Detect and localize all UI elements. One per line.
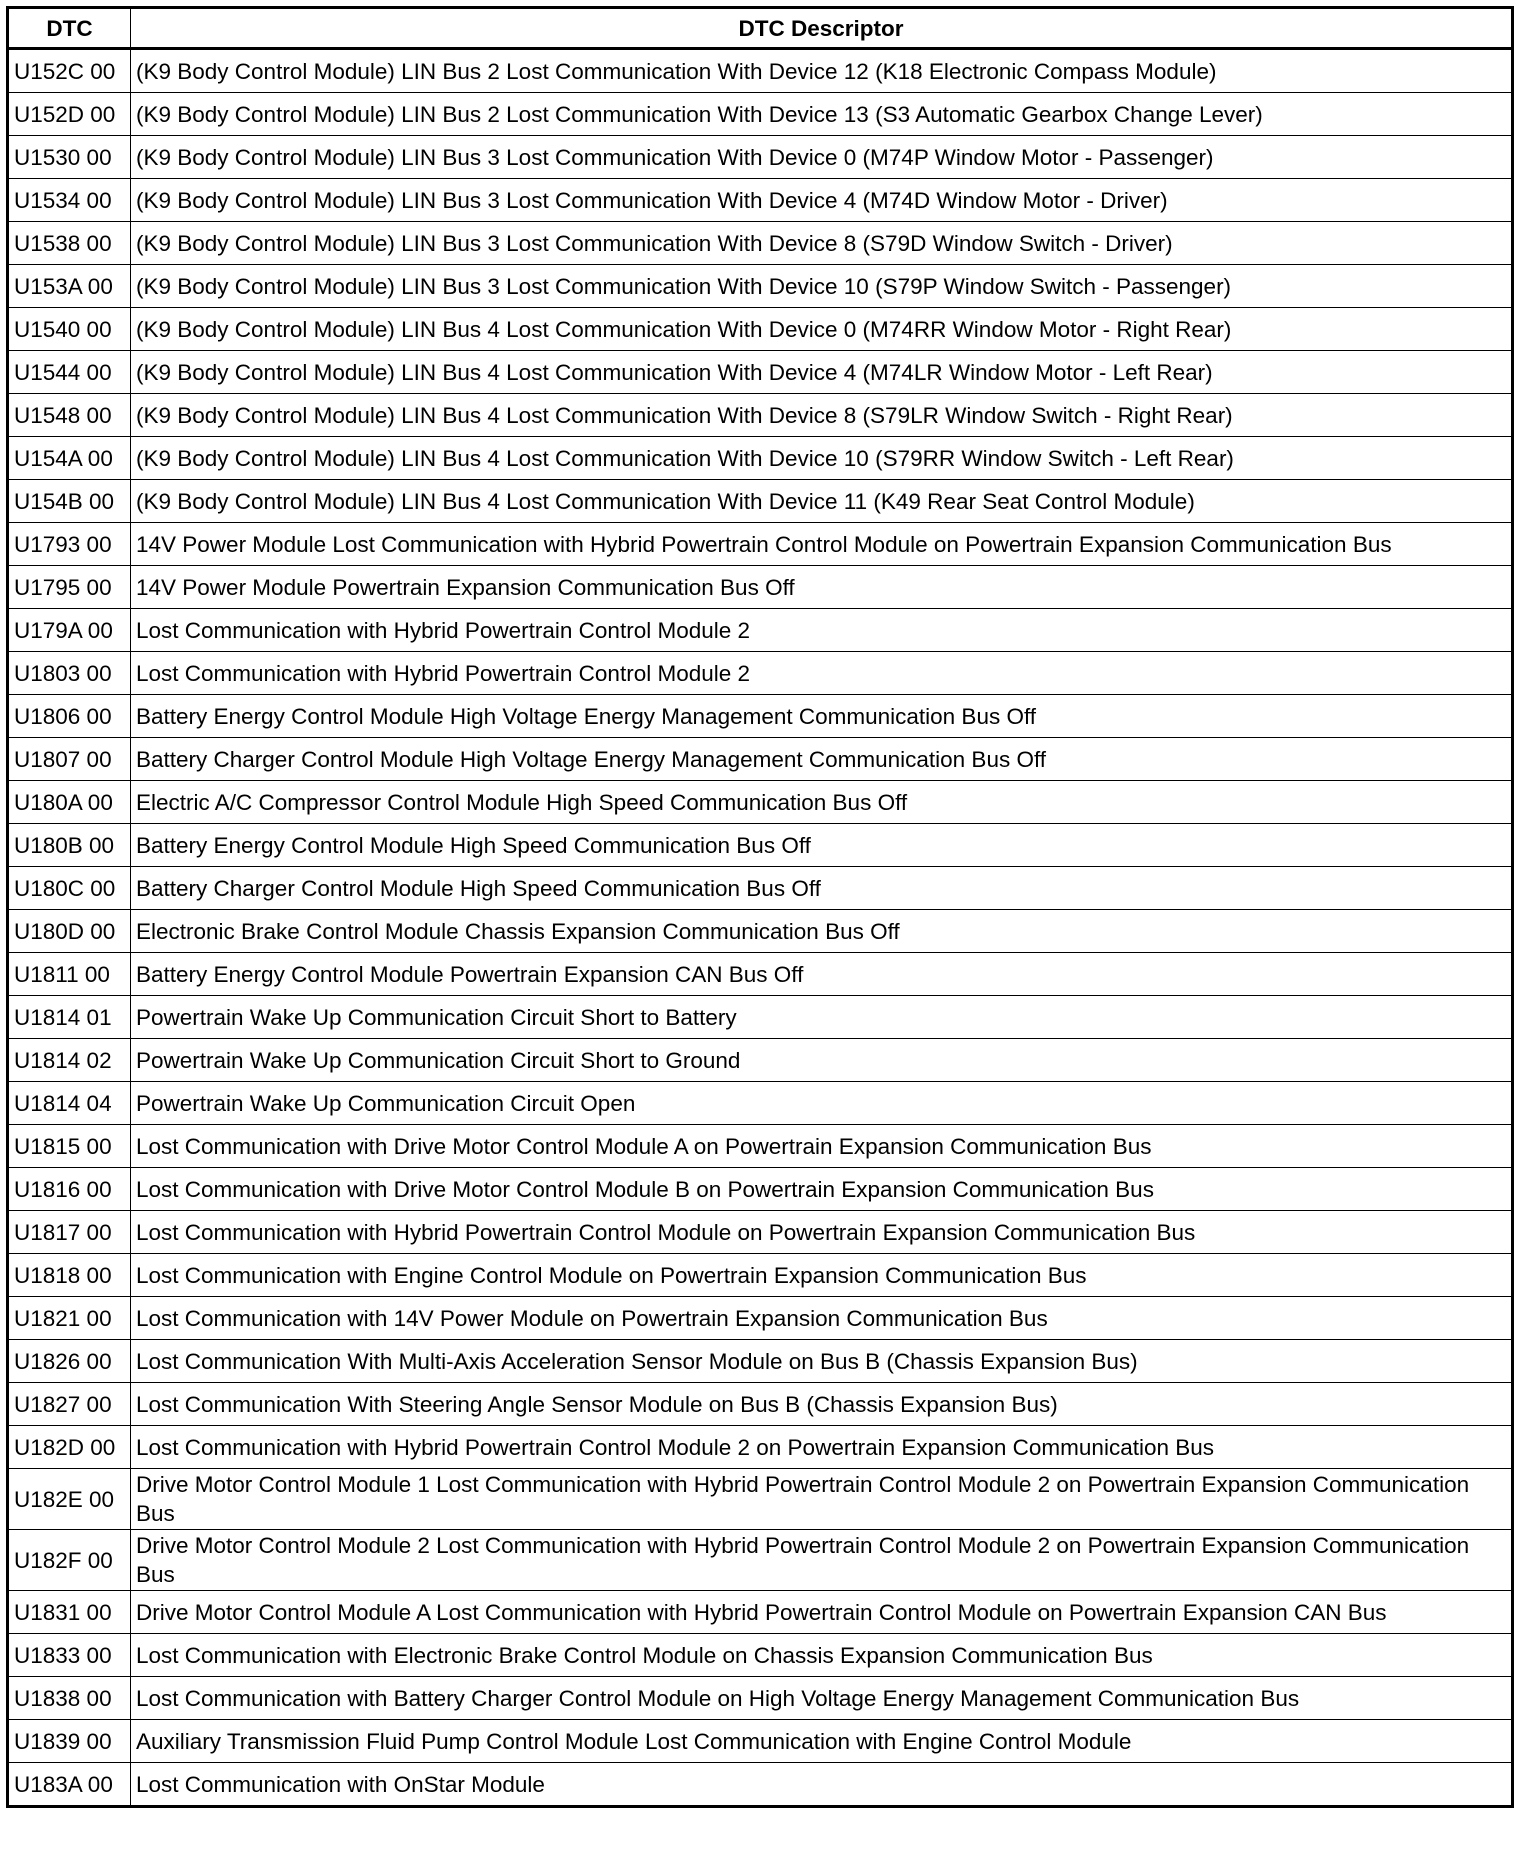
dtc-code-cell: U180B 00 — [8, 824, 131, 867]
dtc-descriptor-cell: Lost Communication With Steering Angle Sensor Module on Bus B (Chassis Expansion Bus) — [131, 1383, 1513, 1426]
dtc-descriptor-cell: Lost Communication with Engine Control Module on Powertrain Expansion Communication Bus — [131, 1254, 1513, 1297]
dtc-descriptor-cell: Battery Energy Control Module High Speed Communication Bus Off — [131, 824, 1513, 867]
table-row — [8, 394, 1513, 437]
table-row — [8, 652, 1513, 695]
dtc-code-cell: U1530 00 — [8, 136, 131, 179]
dtc-code-cell: U152D 00 — [8, 93, 131, 136]
table-row — [8, 1469, 1513, 1530]
dtc-code-cell: U152C 00 — [8, 49, 131, 93]
document-page — [6, 6, 1514, 1808]
dtc-descriptor-cell: Drive Motor Control Module 1 Lost Communication with Hybrid Powertrain Control Module 2 on Powertrain Expansion Communication Bus — [131, 1469, 1513, 1530]
table-row — [8, 308, 1513, 351]
dtc-descriptor-cell: Lost Communication with Electronic Brake Control Module on Chassis Expansion Communication Bus — [131, 1634, 1513, 1677]
dtc-code-cell: U1544 00 — [8, 351, 131, 394]
table-row — [8, 1297, 1513, 1340]
table-row — [8, 1763, 1513, 1807]
table-row — [8, 437, 1513, 480]
table-row — [8, 1125, 1513, 1168]
table-row — [8, 480, 1513, 523]
dtc-code-cell: U1826 00 — [8, 1340, 131, 1383]
dtc-code-cell: U1793 00 — [8, 523, 131, 566]
dtc-descriptor-cell: 14V Power Module Powertrain Expansion Communication Bus Off — [131, 566, 1513, 609]
column-header-dtc-descriptor: DTC Descriptor — [131, 8, 1513, 49]
dtc-descriptor-cell: Lost Communication with Hybrid Powertrain Control Module 2 — [131, 652, 1513, 695]
dtc-descriptor-cell: Electronic Brake Control Module Chassis Expansion Communication Bus Off — [131, 910, 1513, 953]
dtc-descriptor-cell: Battery Energy Control Module Powertrain Expansion CAN Bus Off — [131, 953, 1513, 996]
dtc-descriptor-cell: Lost Communication with Drive Motor Control Module B on Powertrain Expansion Communication Bus — [131, 1168, 1513, 1211]
dtc-code-cell: U1839 00 — [8, 1720, 131, 1763]
dtc-code-cell: U180A 00 — [8, 781, 131, 824]
dtc-code-cell: U1838 00 — [8, 1677, 131, 1720]
dtc-descriptor-cell: Lost Communication with Hybrid Powertrain Control Module 2 — [131, 609, 1513, 652]
dtc-descriptor-cell: (K9 Body Control Module) LIN Bus 3 Lost Communication With Device 8 (S79D Window Switch - Driver) — [131, 222, 1513, 265]
table-row — [8, 1168, 1513, 1211]
table-header-row — [8, 8, 1513, 49]
table-row — [8, 953, 1513, 996]
table-row — [8, 781, 1513, 824]
dtc-code-cell: U154A 00 — [8, 437, 131, 480]
dtc-code-cell: U1814 01 — [8, 996, 131, 1039]
dtc-descriptor-cell: Battery Charger Control Module High Speed Communication Bus Off — [131, 867, 1513, 910]
table-row — [8, 49, 1513, 93]
table-row — [8, 1677, 1513, 1720]
dtc-code-cell: U179A 00 — [8, 609, 131, 652]
dtc-descriptor-cell: (K9 Body Control Module) LIN Bus 2 Lost Communication With Device 12 (K18 Electronic Compass Module) — [131, 49, 1513, 93]
dtc-descriptor-cell: (K9 Body Control Module) LIN Bus 3 Lost Communication With Device 10 (S79P Window Switch - Passenger) — [131, 265, 1513, 308]
dtc-code-cell: U1818 00 — [8, 1254, 131, 1297]
dtc-code-cell: U1538 00 — [8, 222, 131, 265]
dtc-code-cell: U1795 00 — [8, 566, 131, 609]
table-body — [8, 49, 1513, 1807]
dtc-code-cell: U1814 04 — [8, 1082, 131, 1125]
table-row — [8, 996, 1513, 1039]
dtc-code-cell: U153A 00 — [8, 265, 131, 308]
dtc-code-cell: U1811 00 — [8, 953, 131, 996]
table-row — [8, 695, 1513, 738]
dtc-code-cell: U1803 00 — [8, 652, 131, 695]
dtc-descriptor-cell: Battery Charger Control Module High Voltage Energy Management Communication Bus Off — [131, 738, 1513, 781]
dtc-code-cell: U1540 00 — [8, 308, 131, 351]
table-row — [8, 867, 1513, 910]
dtc-descriptor-cell: Lost Communication with Hybrid Powertrain Control Module 2 on Powertrain Expansion Communication Bus — [131, 1426, 1513, 1469]
dtc-descriptor-cell: Lost Communication With Multi-Axis Acceleration Sensor Module on Bus B (Chassis Expansion Bus) — [131, 1340, 1513, 1383]
dtc-descriptor-cell: Powertrain Wake Up Communication Circuit Short to Battery — [131, 996, 1513, 1039]
table-row — [8, 738, 1513, 781]
table-row — [8, 351, 1513, 394]
table-row — [8, 1426, 1513, 1469]
table-row — [8, 566, 1513, 609]
dtc-descriptor-cell: Drive Motor Control Module 2 Lost Communication with Hybrid Powertrain Control Module 2 on Powertrain Expansion Communication Bus — [131, 1530, 1513, 1591]
dtc-code-cell: U180C 00 — [8, 867, 131, 910]
dtc-code-cell: U1814 02 — [8, 1039, 131, 1082]
table-row — [8, 523, 1513, 566]
dtc-descriptor-cell: Battery Energy Control Module High Voltage Energy Management Communication Bus Off — [131, 695, 1513, 738]
dtc-descriptor-cell: (K9 Body Control Module) LIN Bus 4 Lost Communication With Device 10 (S79RR Window Switch - Left Rear) — [131, 437, 1513, 480]
table-row — [8, 910, 1513, 953]
table-row — [8, 824, 1513, 867]
table-row — [8, 265, 1513, 308]
dtc-descriptor-cell: (K9 Body Control Module) LIN Bus 4 Lost Communication With Device 0 (M74RR Window Motor - Right Rear) — [131, 308, 1513, 351]
table-row — [8, 1039, 1513, 1082]
dtc-descriptor-cell: Auxiliary Transmission Fluid Pump Control Module Lost Communication with Engine Control Module — [131, 1720, 1513, 1763]
dtc-descriptor-cell: Lost Communication with Battery Charger Control Module on High Voltage Energy Management Communication Bus — [131, 1677, 1513, 1720]
dtc-descriptor-cell: Electric A/C Compressor Control Module High Speed Communication Bus Off — [131, 781, 1513, 824]
table-row — [8, 1082, 1513, 1125]
table-row — [8, 179, 1513, 222]
table-row — [8, 1720, 1513, 1763]
dtc-code-cell: U1833 00 — [8, 1634, 131, 1677]
dtc-descriptor-cell: Drive Motor Control Module A Lost Communication with Hybrid Powertrain Control Module on Powertrain Expansion CAN Bus — [131, 1591, 1513, 1634]
table-row — [8, 1383, 1513, 1426]
table-row — [8, 136, 1513, 179]
dtc-descriptor-cell: Powertrain Wake Up Communication Circuit Open — [131, 1082, 1513, 1125]
dtc-descriptor-cell: 14V Power Module Lost Communication with Hybrid Powertrain Control Module on Powertrain Expansion Communication Bus — [131, 523, 1513, 566]
dtc-code-cell: U1827 00 — [8, 1383, 131, 1426]
table-row — [8, 1211, 1513, 1254]
table-row — [8, 1254, 1513, 1297]
table-row — [8, 1340, 1513, 1383]
dtc-code-cell: U1806 00 — [8, 695, 131, 738]
dtc-code-cell: U182F 00 — [8, 1530, 131, 1591]
dtc-code-cell: U1815 00 — [8, 1125, 131, 1168]
dtc-code-cell: U1534 00 — [8, 179, 131, 222]
table-row — [8, 222, 1513, 265]
dtc-descriptor-cell: (K9 Body Control Module) LIN Bus 3 Lost Communication With Device 0 (M74P Window Motor - Passenger) — [131, 136, 1513, 179]
dtc-descriptor-cell: (K9 Body Control Module) LIN Bus 3 Lost Communication With Device 4 (M74D Window Motor - Driver) — [131, 179, 1513, 222]
dtc-descriptor-cell: Lost Communication with OnStar Module — [131, 1763, 1513, 1807]
dtc-descriptor-cell: (K9 Body Control Module) LIN Bus 2 Lost Communication With Device 13 (S3 Automatic Gearbox Change Lever) — [131, 93, 1513, 136]
dtc-descriptor-cell: (K9 Body Control Module) LIN Bus 4 Lost Communication With Device 11 (K49 Rear Seat Control Module) — [131, 480, 1513, 523]
dtc-code-cell: U1821 00 — [8, 1297, 131, 1340]
dtc-code-cell: U1548 00 — [8, 394, 131, 437]
dtc-code-cell: U182E 00 — [8, 1469, 131, 1530]
dtc-descriptor-cell: Lost Communication with 14V Power Module on Powertrain Expansion Communication Bus — [131, 1297, 1513, 1340]
dtc-code-cell: U1816 00 — [8, 1168, 131, 1211]
table-row — [8, 1634, 1513, 1677]
dtc-code-cell: U1817 00 — [8, 1211, 131, 1254]
dtc-code-cell: U1831 00 — [8, 1591, 131, 1634]
dtc-descriptor-cell: Lost Communication with Drive Motor Control Module A on Powertrain Expansion Communication Bus — [131, 1125, 1513, 1168]
dtc-code-cell: U183A 00 — [8, 1763, 131, 1807]
dtc-descriptor-cell: Powertrain Wake Up Communication Circuit Short to Ground — [131, 1039, 1513, 1082]
dtc-table — [6, 6, 1514, 1808]
dtc-descriptor-cell: (K9 Body Control Module) LIN Bus 4 Lost Communication With Device 4 (M74LR Window Motor - Left Rear) — [131, 351, 1513, 394]
table-row — [8, 1530, 1513, 1591]
dtc-code-cell: U180D 00 — [8, 910, 131, 953]
column-header-dtc: DTC — [8, 8, 131, 49]
dtc-code-cell: U1807 00 — [8, 738, 131, 781]
dtc-code-cell: U182D 00 — [8, 1426, 131, 1469]
dtc-code-cell: U154B 00 — [8, 480, 131, 523]
dtc-descriptor-cell: (K9 Body Control Module) LIN Bus 4 Lost Communication With Device 8 (S79LR Window Switch - Right Rear) — [131, 394, 1513, 437]
table-row — [8, 93, 1513, 136]
table-row — [8, 609, 1513, 652]
table-row — [8, 1591, 1513, 1634]
dtc-descriptor-cell: Lost Communication with Hybrid Powertrain Control Module on Powertrain Expansion Communication Bus — [131, 1211, 1513, 1254]
